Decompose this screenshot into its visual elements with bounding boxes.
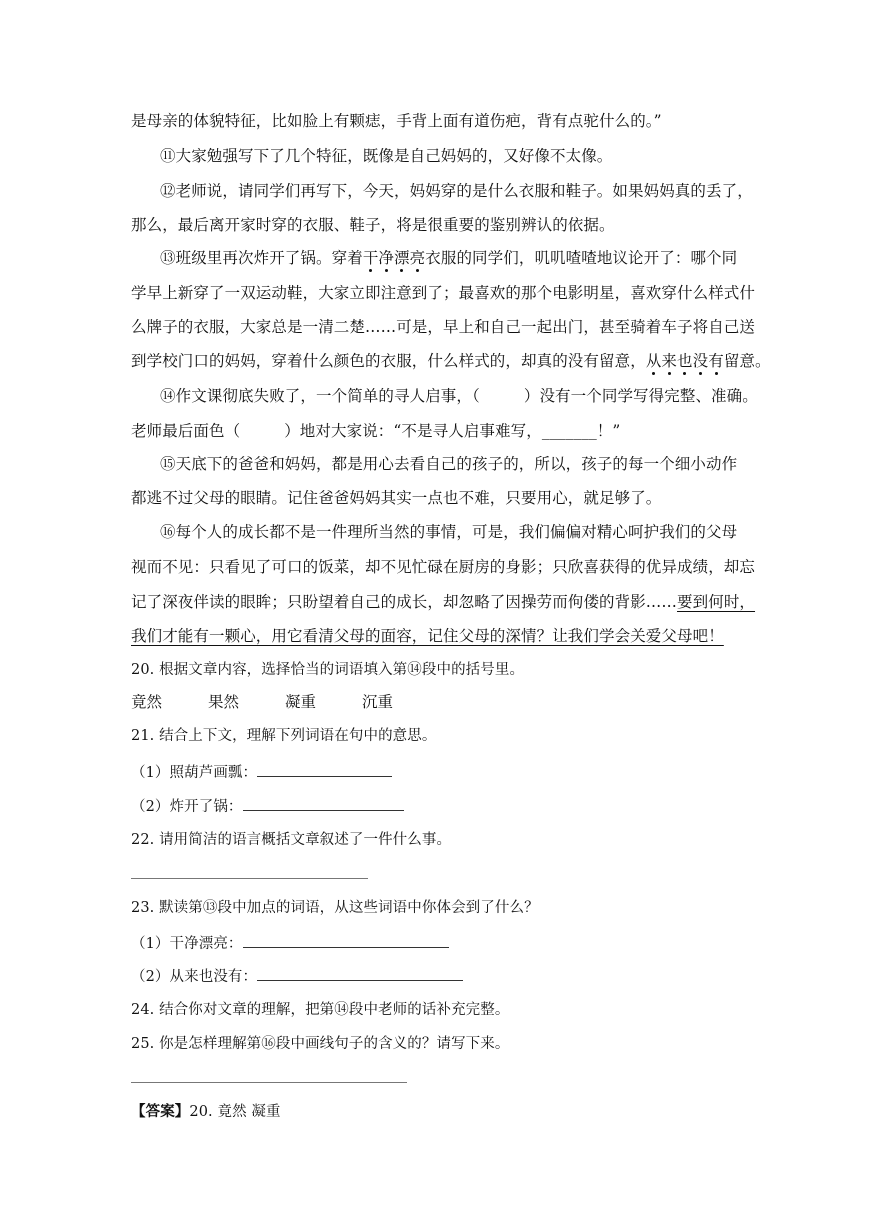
question-25: 25. 你是怎样理解第⑯段中画线句子的含义的？请写下来。 bbox=[131, 1036, 510, 1052]
choice-word: 凝重 bbox=[285, 693, 317, 711]
answer-section bbox=[131, 1102, 743, 1124]
paragraph-line: 那么，最后离开家时穿的衣服、鞋子，将是很重要的鉴别辨认的依据。 bbox=[131, 216, 615, 234]
text-segment: ⑬班级里再次炸开了锅。穿着 bbox=[160, 249, 363, 267]
text-segment: ）地对大家说：“不是寻人启事难写， bbox=[284, 422, 542, 440]
paragraph-line: 学早上新穿了一双运动鞋，大家立即注意到了；最喜欢的那个电影明星，喜欢穿什么样式什 bbox=[131, 284, 756, 302]
paragraph-13 bbox=[160, 248, 743, 270]
paragraph-14 bbox=[160, 386, 758, 408]
paragraph-12: ⑫老师说，请同学们再写下，今天，妈妈穿的是什么衣服和鞋子。如果妈妈真的丢了， bbox=[160, 182, 753, 200]
dotted-word-2 bbox=[646, 352, 724, 370]
dotted-word-1 bbox=[363, 249, 425, 267]
dotted-char: 没 bbox=[692, 352, 709, 370]
text-segment: 记了深夜伴读的眼眸；只盼望着自己的成长，却忽略了因操劳而佝偻的背影…… bbox=[131, 593, 678, 611]
paragraph-line bbox=[131, 592, 756, 614]
underlined-sentence: 我们才能有一颗心，用它看清父母的面容，记住父母的深情？让我们学会关爱父母吧！ bbox=[131, 627, 724, 645]
answer-blank[interactable] bbox=[257, 762, 392, 777]
question-20: 20. 根据文章内容，选择恰当的词语填入第⑭段中的括号里。 bbox=[131, 662, 525, 678]
sub-question-label: （2）炸开了锅： bbox=[131, 799, 243, 815]
paragraph-16: ⑯每个人的成长都不是一件理所当然的事情，可是，我们偏偏对精心呵护我们的父母 bbox=[160, 523, 738, 541]
paragraph-line: 么牌子的衣服，大家总是一清二楚……可是，早上和自己一起出门，甚至骑着车子将自己送 bbox=[131, 318, 756, 336]
text-segment: 老师最后面色（ bbox=[131, 422, 241, 440]
paragraph-15: ⑮天底下的爸爸和妈妈，都是用心去看自己的孩子的，所以，孩子的每一个细小动作 bbox=[160, 455, 738, 473]
dotted-char: 亮 bbox=[409, 249, 426, 267]
paragraph-line: 是母亲的体貌特征，比如脸上有颗痣，手背上面有道伤疤，背有点驼什么的。” bbox=[131, 112, 662, 130]
question-24: 24. 结合你对文章的理解，把第⑭段中老师的话补充完整。 bbox=[131, 1002, 510, 1018]
question-21-1 bbox=[131, 762, 743, 784]
answer-line[interactable] bbox=[131, 878, 368, 879]
sub-question-label: （1）干净漂亮： bbox=[131, 936, 243, 952]
answer-blank[interactable] bbox=[243, 933, 449, 948]
text-segment: ！” bbox=[596, 422, 621, 440]
text-segment: 留意。 bbox=[723, 352, 771, 370]
paragraph-line: 都逃不过父母的眼睛。记住爸爸妈妈其实一点也不难，只要用心，就足够了。 bbox=[131, 489, 662, 507]
question-23-2 bbox=[131, 966, 743, 988]
choice-word: 沉重 bbox=[362, 693, 394, 711]
answer-text: 20. 竟然 凝重 bbox=[189, 1104, 281, 1120]
answer-label: 【答案】 bbox=[131, 1103, 190, 1120]
text-segment: ⑭作文课彻底失败了，一个简单的寻人启事，（ bbox=[160, 387, 480, 405]
paragraph-line bbox=[131, 421, 743, 443]
dotted-char: 净 bbox=[378, 249, 395, 267]
answer-blank[interactable] bbox=[243, 796, 404, 811]
dotted-char: 漂 bbox=[394, 249, 410, 267]
question-21-2 bbox=[131, 796, 743, 818]
paragraph-line bbox=[131, 351, 771, 373]
dotted-char: 从 bbox=[645, 352, 662, 370]
question-23: 23. 默读第⑬段中加点的词语，从这些词语中你体会到了什么？ bbox=[131, 900, 539, 916]
text-segment: 衣服的同学们，叽叽喳喳地议论开了：哪个同 bbox=[425, 249, 738, 267]
dotted-char: 干 bbox=[362, 249, 379, 267]
text-segment: 到学校门口的妈妈，穿着什么颜色的衣服，什么样式的，却真的没有留意， bbox=[131, 352, 646, 370]
question-21: 21. 结合上下文，理解下列词语在句中的意思。 bbox=[131, 728, 437, 744]
question-23-1 bbox=[131, 933, 743, 955]
dotted-char: 来 bbox=[661, 352, 678, 370]
sub-question-label: （2）从来也没有： bbox=[131, 969, 258, 985]
choice-word: 果然 bbox=[208, 693, 240, 711]
text-segment: ）没有一个同学写得完整、准确。 bbox=[523, 387, 758, 405]
answer-line[interactable] bbox=[131, 1082, 407, 1083]
choice-word: 竟然 bbox=[131, 693, 163, 711]
underlined-sentence: 要到何时， bbox=[677, 593, 756, 611]
dotted-char: 也 bbox=[677, 352, 693, 370]
question-22: 22. 请用简洁的语言概括文章叙述了一件什么事。 bbox=[131, 832, 452, 848]
sub-question-label: （1）照葫芦画瓢： bbox=[131, 765, 258, 781]
paragraph-line bbox=[131, 626, 743, 648]
dotted-char: 有 bbox=[708, 352, 724, 370]
paragraph-11: ⑪大家勉强写下了几个特征，既像是自己妈妈的，又好像不太像。 bbox=[160, 147, 613, 165]
paragraph-line: 视而不见：只看见了可口的饭菜，却不见忙碌在厨房的身影；只欣喜获得的优异成绩，却忘 bbox=[131, 558, 756, 576]
fill-blank: _______ bbox=[541, 422, 597, 440]
answer-blank[interactable] bbox=[257, 966, 463, 981]
